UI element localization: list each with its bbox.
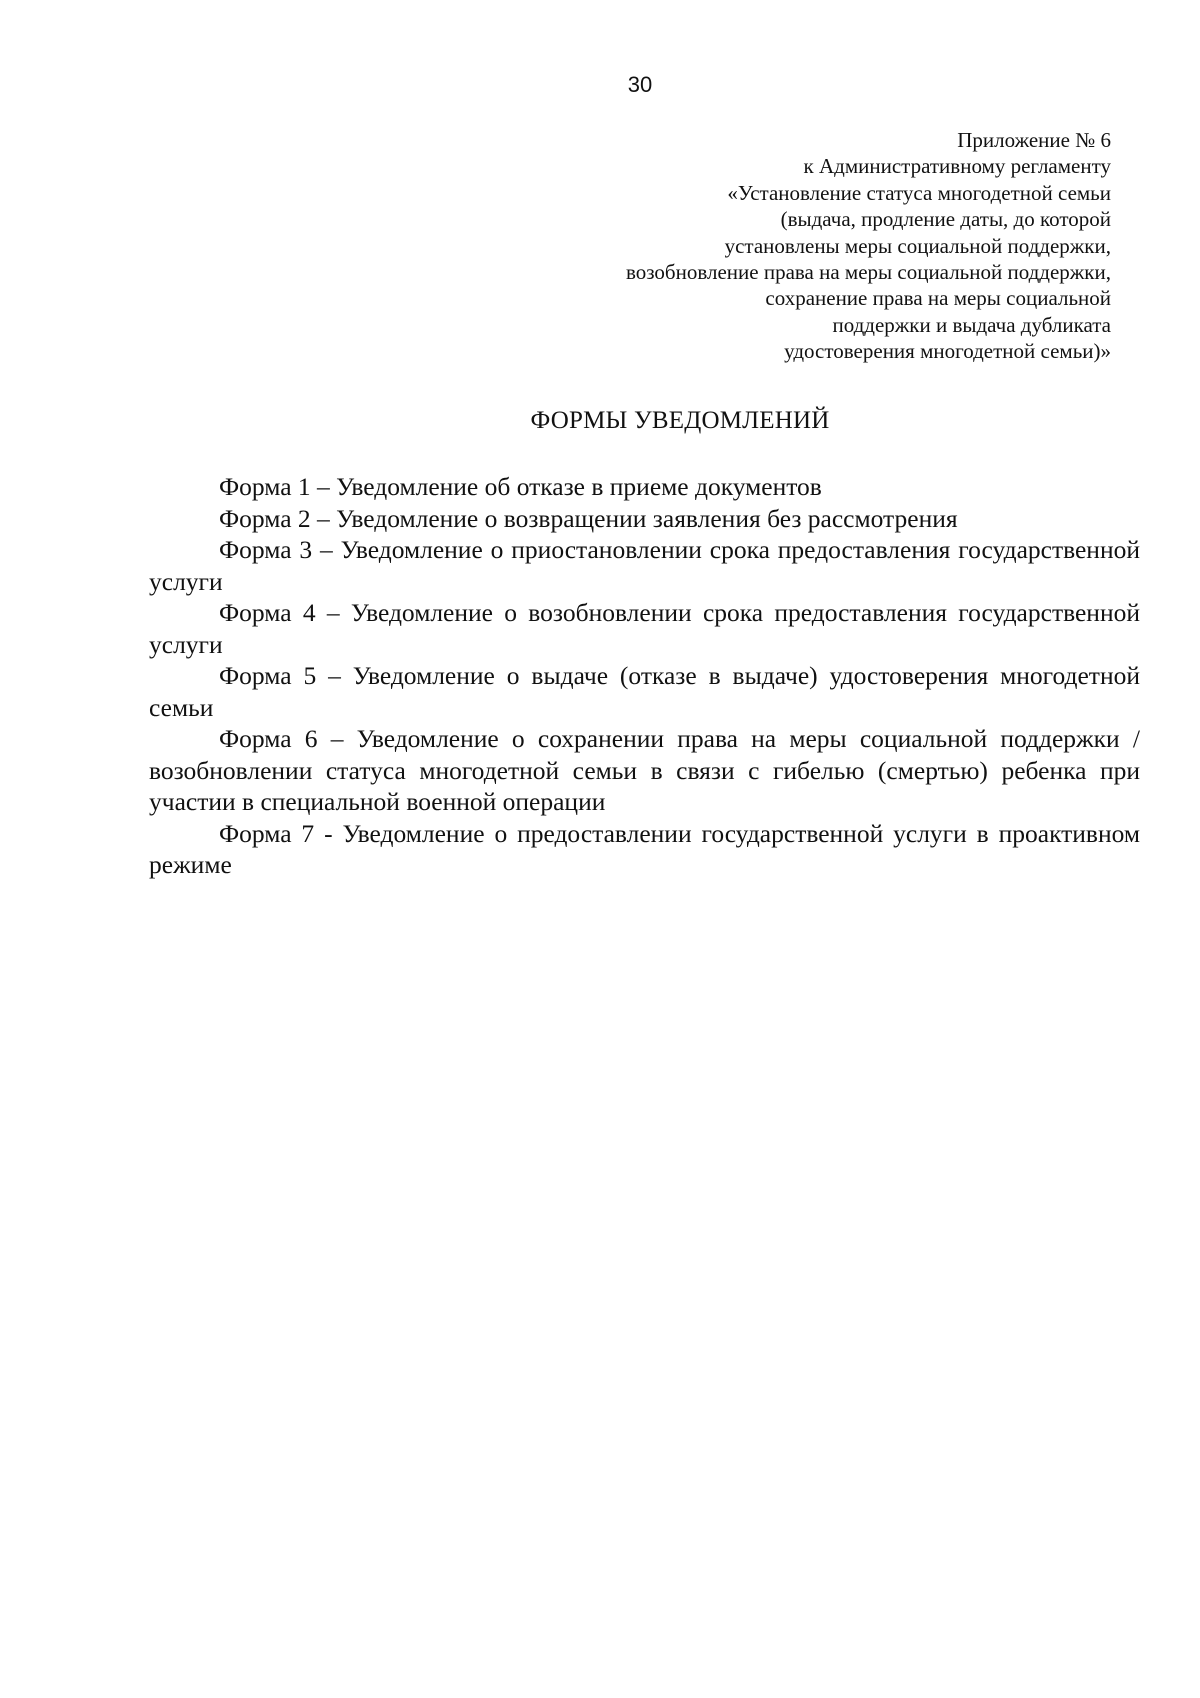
page-number: 30 — [627, 72, 653, 97]
annex-line: Приложение № 6 — [957, 128, 1111, 152]
annex-line: «Установление статуса многодетной семьи — [727, 180, 1111, 205]
form-item-4: Форма 4 – Уведомление о возобновлении срока предоставления государственной услуги — [149, 598, 1140, 659]
annex-line: удостоверения многодетной семьи)» — [784, 339, 1111, 364]
annex-block — [471, 127, 1111, 365]
form-item-3: Форма 3 – Уведомление о приостановлении срока предоставления государственной услуги — [149, 535, 1140, 596]
annex-line: поддержки и выдача дубликата — [832, 312, 1111, 337]
annex-line: возобновление права на меры социальной поддержки, — [625, 260, 1111, 285]
form-item-7: Форма 7 - Уведомление о предоставлении государственной услуги в проактивном режиме — [149, 818, 1140, 879]
annex-line: к Административному регламенту — [803, 154, 1111, 179]
form-item-1: Форма 1 – Уведомление об отказе в приеме документов — [219, 472, 822, 501]
annex-line: сохранение права на меры социальной — [765, 286, 1111, 311]
form-item-6: Форма 6 – Уведомление о сохранении права на меры социальной поддержки / возобновлении статуса многодетной семьи в связи с гибелью (смертью) ребенка при участии в специальной военной операции — [149, 724, 1140, 816]
annex-line: (выдача, продление даты, до которой — [780, 207, 1111, 232]
form-item-2: Форма 2 – Уведомление о возвращении заявления без рассмотрения — [219, 503, 958, 533]
form-item-5: Форма 5 – Уведомление о выдаче (отказе в выдаче) удостоверения многодетной семьи — [149, 661, 1140, 722]
page-heading: ФОРМЫ УВЕДОМЛЕНИЙ — [530, 407, 830, 434]
annex-line: установлены меры социальной поддержки, — [724, 233, 1111, 258]
forms-list — [149, 471, 1140, 881]
